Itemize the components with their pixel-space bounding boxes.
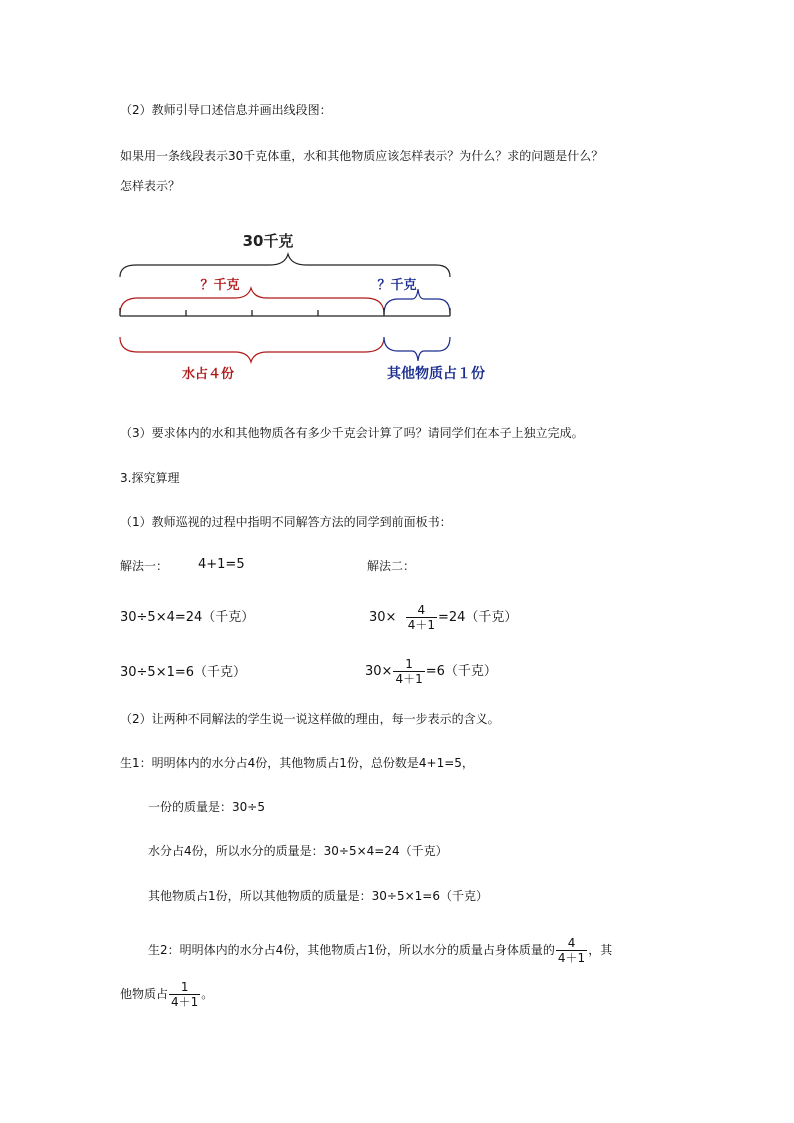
student2-line2-end: 。	[201, 987, 214, 1001]
method1-label: 解法一：	[120, 559, 169, 573]
method2-eq2-prefix: 30×	[365, 664, 393, 679]
method2-eq1-prefix: 30×	[369, 610, 397, 625]
student2-line2-text: 他物质占	[120, 987, 169, 1001]
other-share-label: 其他物质占１份	[387, 366, 485, 382]
fraction	[393, 657, 424, 686]
method1-eq2: 30÷5×4=24（千克）	[120, 610, 255, 625]
fraction-denominator: 4＋1	[407, 618, 435, 632]
section3-title: 3.探究算理	[120, 471, 180, 485]
student2-line1	[148, 928, 612, 972]
fraction-numerator: 4	[417, 603, 426, 617]
student1-line3: 水分占4份，所以水分的质量是：30÷5×4=24（千克）	[148, 844, 448, 858]
method2-label: 解法二：	[367, 559, 416, 573]
student2-line1-end: ，其	[588, 943, 613, 957]
unknown-water-label: ？千克	[200, 278, 240, 293]
fraction-numerator: 4	[567, 936, 576, 950]
fraction	[556, 936, 587, 965]
fraction-numerator: 1	[405, 657, 413, 671]
method1-eq1: 4+1=5	[198, 557, 245, 572]
unknown-other-label: ？千克	[377, 278, 417, 293]
method2-eq1-suffix: =24（千克）	[437, 610, 518, 625]
fraction-numerator: 1	[180, 980, 189, 994]
student1-line4: 其他物质占1份，所以其他物质的质量是：30÷5×1=6（千克）	[148, 889, 488, 903]
student1-line2: 一份的质量是：30÷5	[148, 800, 265, 814]
student2-line2	[120, 972, 213, 1016]
fraction	[406, 603, 437, 632]
line-segment-diagram	[110, 222, 510, 387]
other-bottom-brace	[384, 337, 450, 361]
water-bottom-brace	[120, 337, 384, 362]
method2-eq2	[365, 650, 497, 694]
step2b-text: （2）让两种不同解法的学生说一说这样做的理由，每一步表示的含义。	[120, 712, 500, 726]
student1-line1: 生1：明明体内的水分占4份，其他物质占1份，总份数是4+1=5，	[120, 756, 474, 770]
fraction-denominator: 4＋1	[171, 995, 199, 1009]
step2-title: （2）教师引导口述信息并画出线段图：	[120, 103, 332, 117]
method2-eq1	[369, 596, 517, 640]
water-share-label: 水占４份	[181, 367, 235, 382]
method1-eq3: 30÷5×1=6（千克）	[120, 665, 247, 680]
question-line-1: 如果用一条线段表示30千克体重，水和其他物质应该怎样表示？为什么？求的问题是什么？	[120, 149, 604, 163]
step3-text: （3）要求体内的水和其他物质各有多少千克会计算了吗？请同学们在本子上独立完成。	[120, 426, 584, 440]
question-line-2: 怎样表示？	[120, 179, 181, 193]
fraction	[169, 980, 200, 1009]
total-label: 30千克	[242, 232, 294, 250]
fraction-denominator: 4＋1	[557, 951, 586, 965]
total-brace	[120, 254, 450, 277]
method2-eq2-suffix: =6（千克）	[425, 664, 497, 679]
step1-text: （1）教师巡视的过程中指明不同解答方法的同学到前面板书：	[120, 515, 452, 529]
fraction-denominator: 4＋1	[395, 672, 423, 686]
student2-line1-text: 生2：明明体内的水分占4份，其他物质占1份，所以水分的质量占身体质量的	[148, 943, 555, 957]
